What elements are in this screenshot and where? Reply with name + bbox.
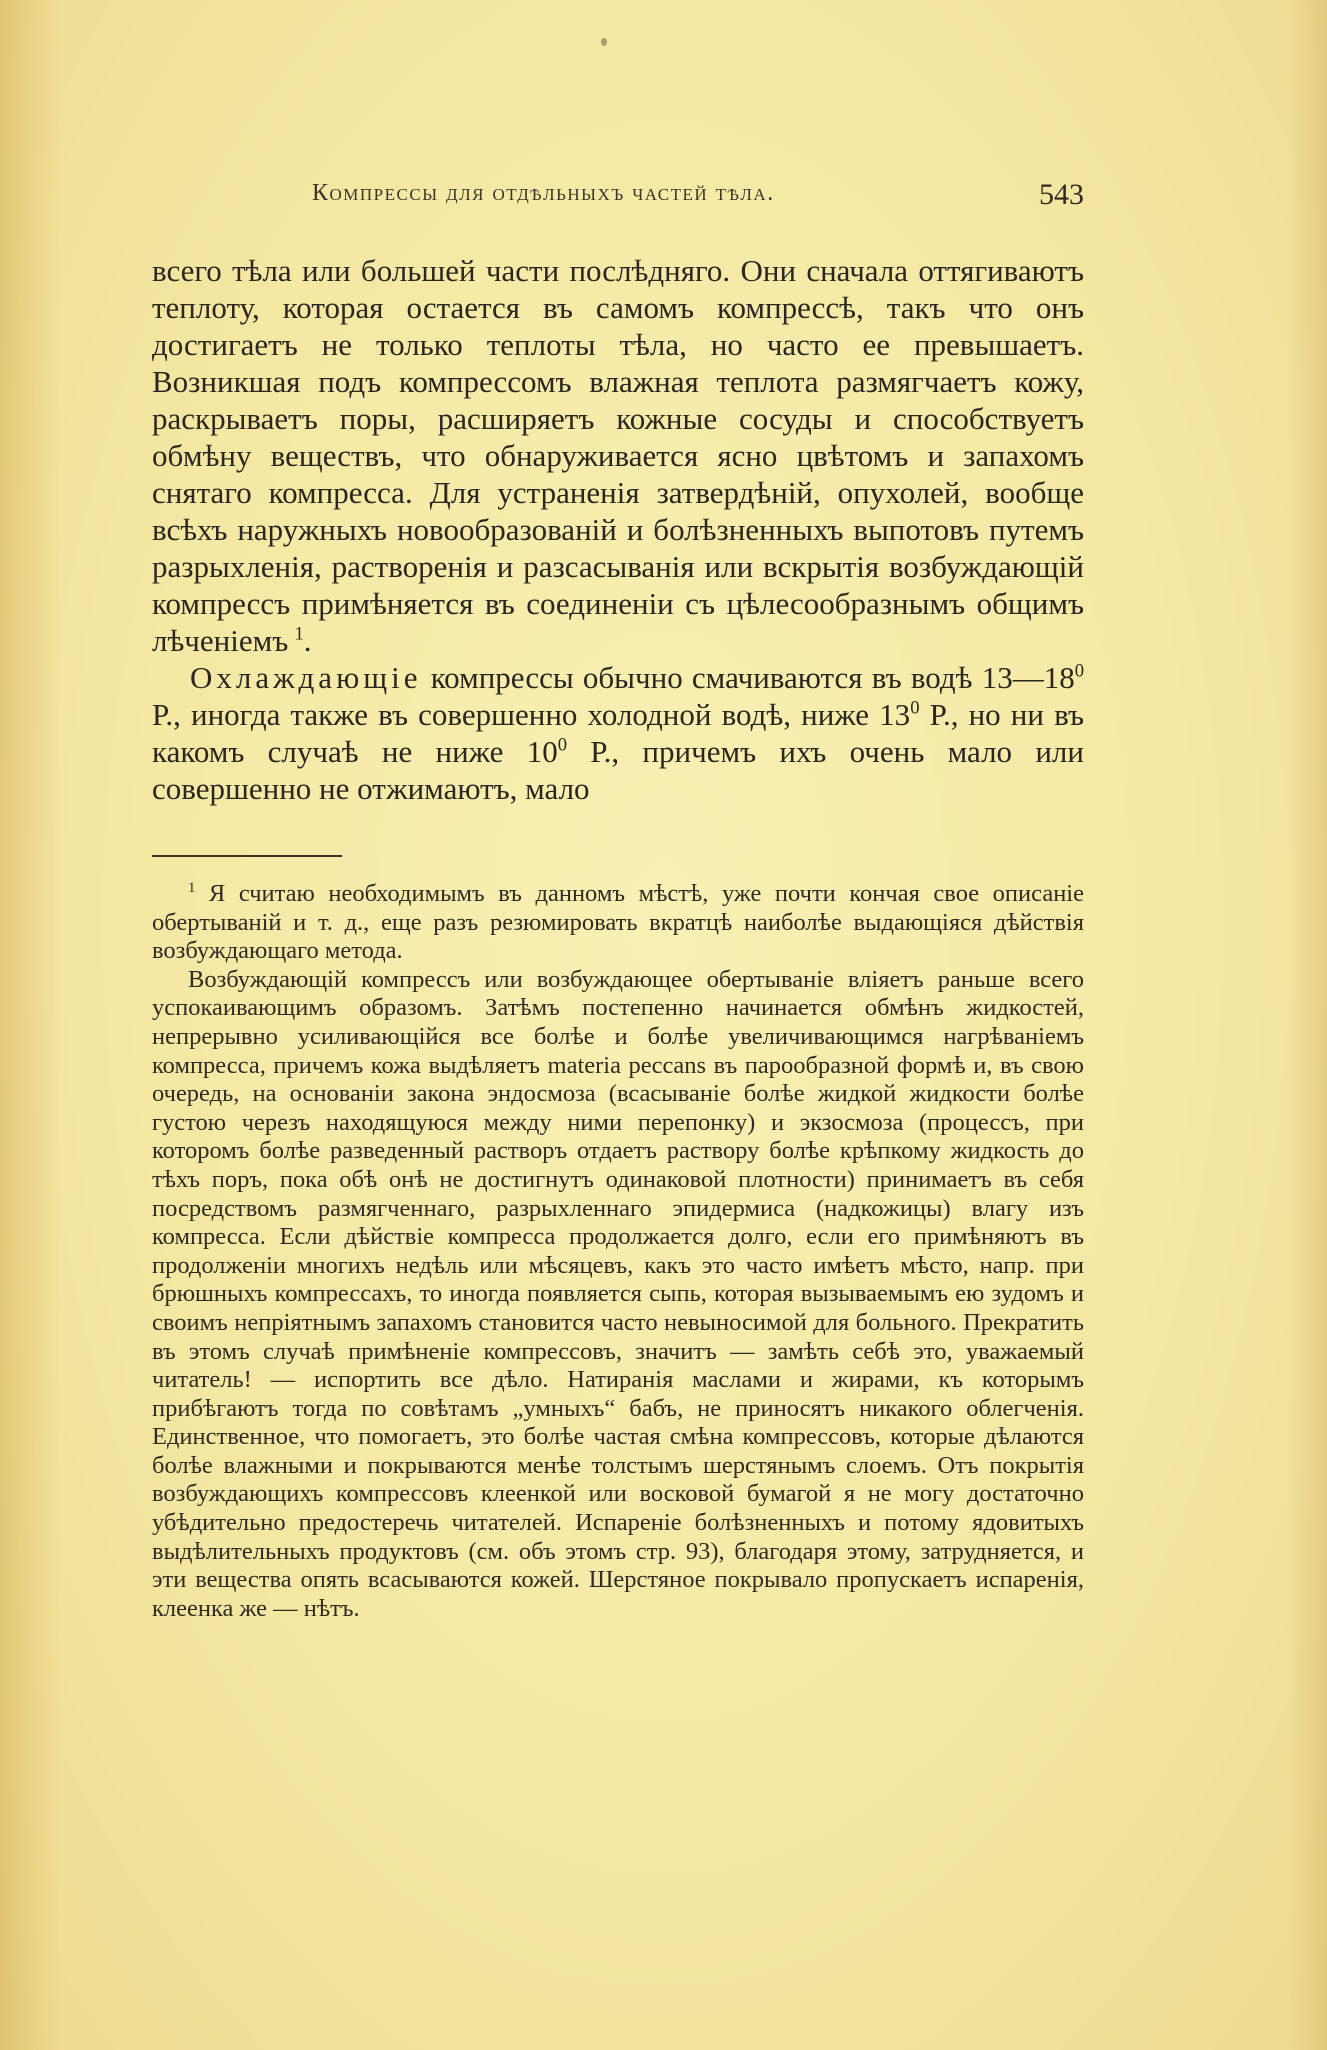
- page-edge-shading-left: [0, 0, 60, 2050]
- page-header: [152, 178, 1084, 218]
- page-number: 543: [1039, 178, 1084, 211]
- body-paragraph-2: [152, 659, 1084, 807]
- footnotes: [152, 880, 1084, 1623]
- body-paragraph-1-end: .: [303, 623, 312, 658]
- body-paragraph-2-part-a: компрессы обычно смачиваются въ водѣ 13—18: [421, 660, 1075, 695]
- body-paragraph-2-part-b: Р., иногда также въ совершенно холодной водѣ, ниже 13: [152, 697, 911, 732]
- body-paragraph-1: [152, 252, 1084, 659]
- footnote-paragraph-2: Возбуждающій компрессъ или возбуждающее обертываніе вліяетъ раньше всего успокаивающимъ образомъ. Затѣмъ постепенно начинается обмѣнъ жидкостей, непрерывно усиливающійся все болѣе и болѣе увеличивающимся нагрѣваніемъ компресса, причемъ кожа выдѣляетъ materia peccans въ парообразной формѣ и, въ свою очередь, на основаніи закона эндосмоза (всасываніе болѣе жидкой жидкости болѣе густою черезъ находящуюся между ними перепонку) и экзосмоза (процессъ, при которомъ болѣе разведенный растворъ отдаетъ раствору болѣе крѣпкому жидкость до тѣхъ поръ, пока обѣ онѣ не достигнутъ одинаковой плотности) принимаетъ въ себя посредствомъ размягченнаго, разрыхленнаго эпидермиса (надкожицы) влагу изъ компресса. Если дѣйствіе компресса продолжается долго, если его примѣняютъ въ продолженіи многихъ недѣль или мѣсяцевъ, какъ это часто имѣетъ мѣсто, напр. при брюшныхъ компрессахъ, то иногда появляется сыпь, которая вызываемымъ ею зудомъ и своимъ непріятнымъ запахомъ становится часто невыносимой для больного. Прекратить въ этомъ случаѣ примѣненіе компрессовъ, значитъ — замѣть себѣ это, уважаемый читатель! — испортить все дѣло. Натиранія маслами и жирами, къ которымъ прибѣгаютъ тогда по совѣтамъ „умныхъ“ бабъ, не приносятъ никакого облегченія. Единственное, что помогаетъ, это болѣе частая смѣна компрессовъ, которые дѣлаются болѣе влажными и покрываются менѣе толстымъ шерстянымъ слоемъ. Отъ покрытія возбуждающихъ компрессовъ клеенкой или восковой бумагой я не могу достаточно убѣдительно предостеречь читателей. Испареніе болѣзненныхъ и потому ядовитыхъ выдѣлительныхъ продуктовъ (см. объ этомъ стр. 93), благодаря этому, затрудняется, и эти вещества опять всасываются кожей. Шерстяное покрывало пропускаетъ испаренія, клеенка же — нѣтъ.: [152, 965, 1084, 1622]
- footnote-paragraph-1: [152, 880, 1084, 966]
- footnote-marker: 1: [188, 879, 196, 896]
- body-paragraph-1-text: всего тѣла или большей части послѣдняго. Они сначала оттягиваютъ теплоту, которая остается въ самомъ компрессѣ, такъ что онъ достигаетъ не только теплоты тѣла, но часто ее превышаетъ. Возникшая подъ компрессомъ влажная теплота размягчаетъ кожу, раскрываетъ поры, расширяетъ кожные сосуды и способствуетъ обмѣну веществъ, что обнаруживается ясно цвѣтомъ и запахомъ снятаго компресса. Для устраненія затвердѣній, опухолей, вообще всѣхъ наружныхъ новообразованій и болѣзненныхъ выпотовъ путемъ разрыхленія, растворенія и разсасыванія или вскрытія возбуждающій компрессъ примѣняется въ соединеніи съ цѣлесообразнымъ общимъ лѣченіемъ: [152, 253, 1084, 658]
- degree-mark-2: 0: [910, 697, 920, 719]
- footnote-paragraph-1-text: Я считаю необходимымъ въ данномъ мѣстѣ, уже почти кончая свое описаніе обертываній и т. д., еще разъ резюмировать вкратцѣ наиболѣе выдающіяся дѣйствія возбуждающаго метода.: [152, 880, 1084, 965]
- degree-mark-1: 0: [1074, 660, 1084, 682]
- footnote-separator: [152, 855, 342, 857]
- main-text: [152, 252, 1084, 807]
- body-paragraph-2-part-c: Р., но ни въ какомъ случаѣ не ниже 10: [152, 697, 1084, 769]
- running-title: Компрессы для отдѣльныхъ частей тѣла.: [312, 180, 775, 206]
- paper-speck: [601, 38, 607, 46]
- body-paragraph-2-part-d: Р., причемъ ихъ очень мало или совершенно не отжимаютъ, мало: [152, 734, 1084, 806]
- footnote-reference: 1: [294, 623, 304, 645]
- emphasized-term: Охлаждающіе: [190, 660, 422, 695]
- page-edge-shading-right: [1287, 0, 1327, 2050]
- degree-mark-3: 0: [557, 734, 568, 756]
